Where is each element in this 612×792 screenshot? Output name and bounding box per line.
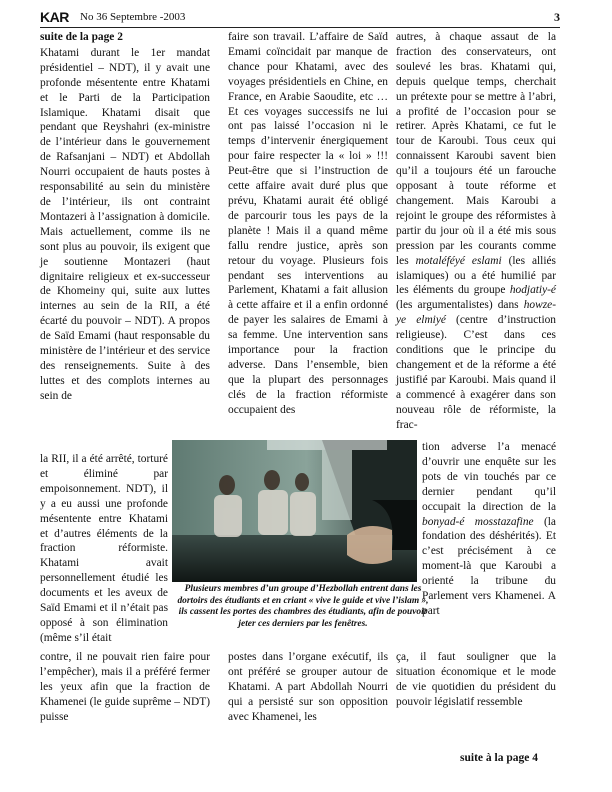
column-1 [40,30,210,404]
column-3-text: autres, à chaque assaut de la fraction des conservateurs, ont soulevé les bras. Khatami qui, depuis quelque temps, cherchait un prétexte pour se mettre à l’abri, a profité de l’occasion pour se retirer. Après Khatami, ce fut le tour de Karoubi. Tous ceux qui connaissent Karoubi savent bien qu’il a toujours été un farouche opposant à toute réforme et changement. Mais Karoubi a rejoint le groupe des réformistes à partir du jour où il a été mis sous pression par les courants comme les motaléféyé eslami (les alliés islamiques) ou a été humilié par les éléments du groupe hodjatiy-é (les argumentalistes) dans howze-ye elmiyé (centre d’instruction religieuse). C’est dans ces conditions que le principe du changement et de la réforme a été justifié par Karoubi. Mais quand il a commencé à exagérer dans son nouveau rôle de réformiste, la frac- [396,31,556,431]
column-2-lower-text: postes dans l’organe exécutif, ils ont préféré se grouper autour de Khatami. A part Abdollah Nourri qui a persisté sur son opposition avec Khamenei, les [228,651,388,723]
column-1-text: Khatami durant le 1er mandat présidentiel – NDT), il y avait une profonde mésentente entre Khatami et le Parti de la Participation Islamique. Khatami disait que pendant que Reyshahri (ex-ministre de l’intérieur dans le gouvernement de Rafsanjani – NDT) et Abdollah Nourri occupaient de hauts postes à responsabilité au sein du ministère de l’intérieur, ils ont contraint Montazeri à l’assignation à domicile. Mais actuellement, comme ils ne sont plus au pouvoir, ils exigent que je soutienne Montazeri (haut dignitaire religieux et ex-successeur de Khomeiny qui, suite aux luttes internes au sein de la RII, a été écarté du pouvoir – NDT). A propos de Saïd Emami (haut responsable du ministère de l’intérieur et des service des renseignements. Suite à des luttes et des complots internes au sein de [40,46,210,402]
issue-info: No 36 Septembre -2003 [80,11,186,23]
news-photo [172,440,417,582]
header-rule [40,27,560,28]
column-3 [396,30,556,432]
continued-from-label: suite de la page 2 [40,31,123,43]
column-2-text: faire son travail. L’affaire de Saïd Emami coïncidait par manque de chance pour Khatami, avec des voyages présidentiels en Chine, en France, en Arabie Saoudite, etc … Et ces voyages successifs ne lui ont pas laissé l’occasion ni le temps d’intervenir énergiquement pour faire respecter la « loi » !!! Peut-être que si l’instruction de cette affaire avait duré plus que prévu, Khatami aurait été obligé de parcourir tous les pays de la planète ! Mais il a quand même fallu rendre justice, après son retour du voyage. Plusieurs fois pendant ses interventions au Parlement, Khatami a fait allusion à cette affaire et il a enfin ordonné de payer les salaires de Emami à sa femme. Une intervention sans importance pour la fraction adverse. Dans l’ensemble, bien que la plupart des personnages clés de la fraction réformiste occupaient des [228,31,388,416]
column-3-lower-text: ça, il faut souligner que la situation économique et le mode de vie quotidien du président du pouvoir législatif ressemble [396,651,556,708]
dormitory-photo-illustration [172,440,417,582]
column-1-wrap-text: la RII, il a été arrêté, torturé et éliminé par empoisonnement. NDT), il y a eu aussi une profonde mésentente entre Khatami et d’autres éléments de la fraction réformiste. Khatami avait personnellement étudié les documents et les aveux de Saïd Emami et il n’était pas opposé à son élimination (même s’il était [40,453,168,644]
page-number: 3 [554,10,560,24]
column-3-wrap-text: tion adverse l’a menacé d’ouvrir une enquête sur les pots de vin touchés par ce dernier pendant qu’il occupait la direction de la bonyad-é mosstazafine (la fondation des déshérités). Et c’est précisément à ce moment-là que Karoubi a orienté la tribune du Parlement vers Khamenei. A part [422,441,556,617]
continued-to-label: suite à la page 4 [460,752,538,764]
page-header [40,10,560,26]
newspaper-logo: KAR [40,9,69,25]
column-2 [228,30,388,418]
column-1-lower-text: contre, il ne pouvait rien faire pour l’empêcher), mais il a préféré fermer les yeux afin que la fraction de Khamenei (le guide suprême – NDT) puisse [40,651,210,723]
photo-caption: Plusieurs membres d’un groupe d’Hezbollah entrent dans les dortoirs des étudiants et en criant « vive le guide et vive l’islam », ils cassent les portes des chambres des étudiants, afin de pouvoir jeter ces derniers par les fenêtres. [177,584,429,629]
